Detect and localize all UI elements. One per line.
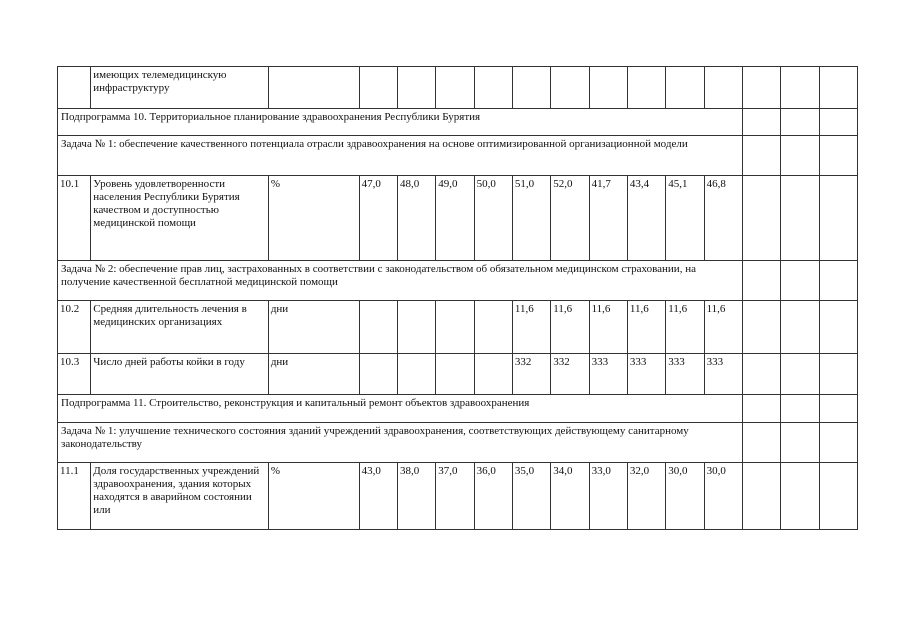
- indicators-table: [57, 66, 858, 530]
- value-cell: 43,0: [359, 463, 397, 530]
- value-cell: 49,0: [436, 176, 474, 261]
- value-cell: 11,6: [666, 301, 704, 354]
- value-cell: 32,0: [627, 463, 665, 530]
- value-cell: [704, 67, 742, 109]
- empty-cell: [819, 136, 857, 176]
- value-cell: 11,6: [589, 301, 627, 354]
- value-cell: 45,1: [666, 176, 704, 261]
- value-cell: [436, 301, 474, 354]
- value-cell: [551, 67, 589, 109]
- value-cell: 333: [589, 354, 627, 395]
- empty-cell: [781, 423, 819, 463]
- unit-cell: %: [268, 463, 359, 530]
- empty-cell: [742, 261, 780, 301]
- value-cell: 41,7: [589, 176, 627, 261]
- table-row: [58, 67, 858, 109]
- unit-cell: дни: [268, 354, 359, 395]
- unit-cell: [268, 67, 359, 109]
- value-cell: 30,0: [666, 463, 704, 530]
- empty-cell: [781, 463, 819, 530]
- section-title: Подпрограмма 10. Территориальное планирование здравоохранения Республики Бурятия: [58, 109, 743, 136]
- value-cell: 52,0: [551, 176, 589, 261]
- value-cell: 33,0: [589, 463, 627, 530]
- value-cell: 11,6: [512, 301, 550, 354]
- empty-cell: [742, 463, 780, 530]
- value-cell: 51,0: [512, 176, 550, 261]
- row-number: [58, 67, 91, 109]
- value-cell: 50,0: [474, 176, 512, 261]
- table-row: [58, 301, 858, 354]
- empty-cell: [819, 423, 857, 463]
- empty-cell: [781, 301, 819, 354]
- section-row: [58, 395, 858, 423]
- empty-cell: [819, 176, 857, 261]
- empty-cell: [819, 354, 857, 395]
- empty-cell: [742, 67, 780, 109]
- empty-cell: [742, 109, 780, 136]
- task-title: Задача № 1: обеспечение качественного потенциала отрасли здравоохранения на основе оптимизированной организационной модели: [58, 136, 743, 176]
- empty-cell: [781, 261, 819, 301]
- empty-cell: [819, 109, 857, 136]
- value-cell: [397, 301, 435, 354]
- empty-cell: [742, 176, 780, 261]
- value-cell: 333: [627, 354, 665, 395]
- value-cell: 48,0: [397, 176, 435, 261]
- value-cell: [666, 67, 704, 109]
- value-cell: 47,0: [359, 176, 397, 261]
- value-cell: 34,0: [551, 463, 589, 530]
- value-cell: [359, 67, 397, 109]
- value-cell: 37,0: [436, 463, 474, 530]
- empty-cell: [781, 136, 819, 176]
- indicator-name: имеющих телемедицинскую инфраструктуру: [91, 67, 269, 109]
- value-cell: [397, 354, 435, 395]
- value-cell: [474, 301, 512, 354]
- value-cell: 43,4: [627, 176, 665, 261]
- value-cell: 333: [666, 354, 704, 395]
- empty-cell: [742, 136, 780, 176]
- value-cell: 30,0: [704, 463, 742, 530]
- task-row: [58, 423, 858, 463]
- empty-cell: [742, 395, 780, 423]
- empty-cell: [742, 354, 780, 395]
- empty-cell: [781, 395, 819, 423]
- task-title: Задача № 2: обеспечение прав лиц, застрахованных в соответствии с законодательством об обязательном медицинском страховании, на получение качественной бесплатной медицинской помощи: [58, 261, 743, 301]
- empty-cell: [781, 176, 819, 261]
- table-row: [58, 176, 858, 261]
- row-number: 11.1: [58, 463, 91, 530]
- value-cell: 332: [551, 354, 589, 395]
- value-cell: [474, 354, 512, 395]
- value-cell: [589, 67, 627, 109]
- empty-cell: [819, 67, 857, 109]
- empty-cell: [781, 67, 819, 109]
- section-row: [58, 109, 858, 136]
- value-cell: [436, 354, 474, 395]
- indicator-name: Средняя длительность лечения в медицинских организациях: [91, 301, 269, 354]
- indicator-name: Доля государственных учреждений здравоохранения, здания которых находятся в аварийном состоянии или: [91, 463, 269, 530]
- empty-cell: [742, 423, 780, 463]
- value-cell: 38,0: [397, 463, 435, 530]
- value-cell: 333: [704, 354, 742, 395]
- value-cell: 36,0: [474, 463, 512, 530]
- empty-cell: [819, 395, 857, 423]
- row-number: 10.1: [58, 176, 91, 261]
- value-cell: 11,6: [627, 301, 665, 354]
- value-cell: [359, 354, 397, 395]
- value-cell: [359, 301, 397, 354]
- value-cell: [474, 67, 512, 109]
- task-row: [58, 136, 858, 176]
- empty-cell: [819, 301, 857, 354]
- row-number: 10.2: [58, 301, 91, 354]
- value-cell: 11,6: [704, 301, 742, 354]
- value-cell: 46,8: [704, 176, 742, 261]
- empty-cell: [819, 261, 857, 301]
- task-title: Задача № 1: улучшение технического состояния зданий учреждений здравоохранения, соответствующих действующему санитарному законодательству: [58, 423, 743, 463]
- table-row: [58, 354, 858, 395]
- empty-cell: [781, 354, 819, 395]
- table-row: [58, 463, 858, 530]
- empty-cell: [781, 109, 819, 136]
- indicator-name: Число дней работы койки в году: [91, 354, 269, 395]
- value-cell: 332: [512, 354, 550, 395]
- task-row: [58, 261, 858, 301]
- indicator-name: Уровень удовлетворенности населения Республики Бурятия качеством и доступностью медицинской помощи: [91, 176, 269, 261]
- value-cell: [436, 67, 474, 109]
- value-cell: [397, 67, 435, 109]
- value-cell: [512, 67, 550, 109]
- unit-cell: %: [268, 176, 359, 261]
- section-title: Подпрограмма 11. Строительство, реконструкция и капитальный ремонт объектов здравоохранения: [58, 395, 743, 423]
- value-cell: 11,6: [551, 301, 589, 354]
- row-number: 10.3: [58, 354, 91, 395]
- unit-cell: дни: [268, 301, 359, 354]
- value-cell: [627, 67, 665, 109]
- empty-cell: [742, 301, 780, 354]
- value-cell: 35,0: [512, 463, 550, 530]
- empty-cell: [819, 463, 857, 530]
